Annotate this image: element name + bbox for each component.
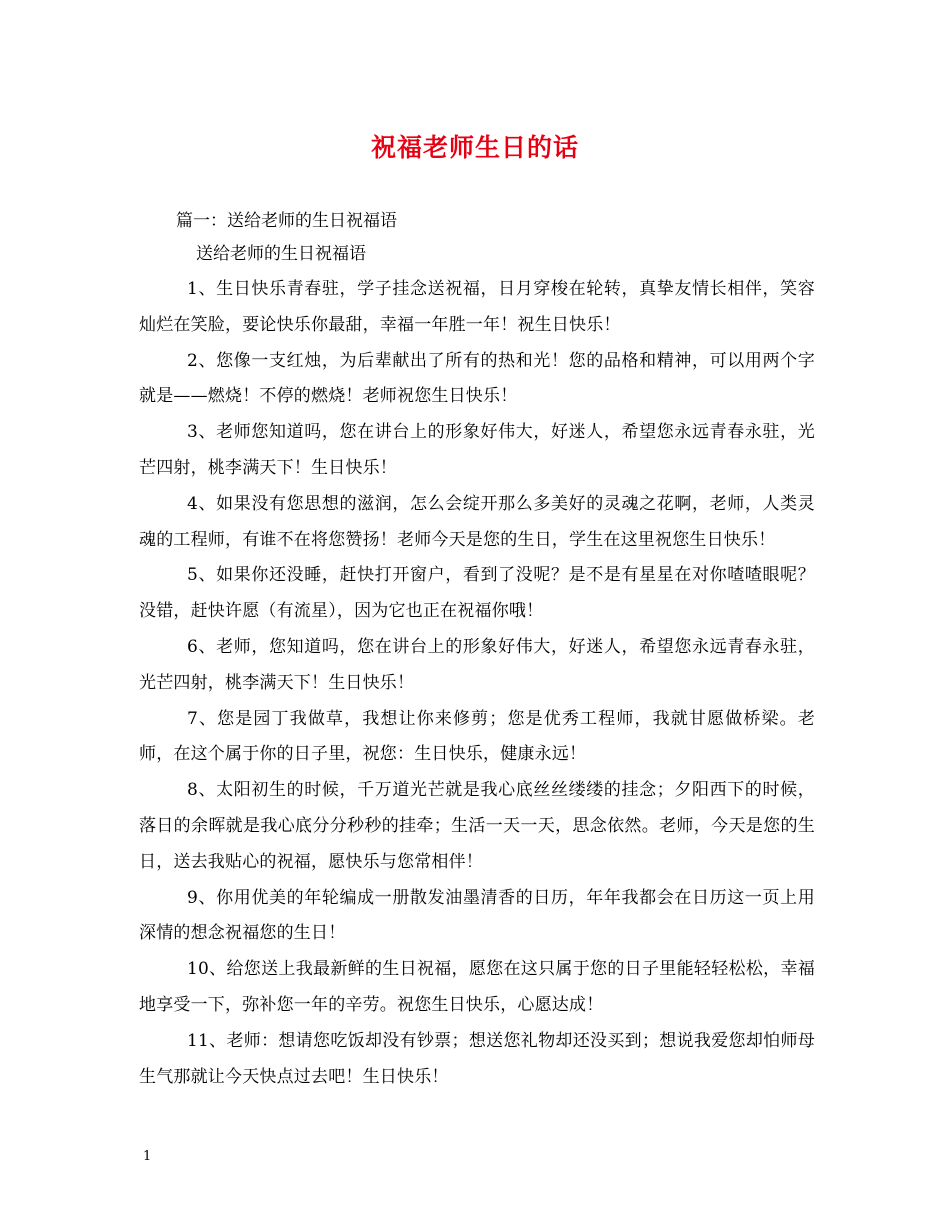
sub-heading: 送给老师的生日祝福语: [196, 244, 366, 264]
page-number: 1: [143, 1149, 152, 1164]
section-heading: 篇一：送给老师的生日祝福语: [176, 211, 397, 231]
paragraph: 5、如果你还没睡，赶快打开窗户，看到了没呢？是不是有星星在对你喳喳眼呢？没错，赶快许愿（有流星），因为它也正在祝福你哦！: [139, 565, 815, 622]
document-title: 祝福老师生日的话: [370, 133, 579, 162]
paragraph: 6、老师，您知道吗，您在讲台上的形象好伟大，好迷人，希望您永远青春永驻，光芒四射，桃李满天下！生日快乐！: [139, 636, 815, 693]
paragraph: 3、老师您知道吗，您在讲台上的形象好伟大，好迷人，希望您永远青春永驻，光芒四射，桃李满天下！生日快乐！: [139, 422, 815, 478]
body-text: [139, 272, 815, 1095]
paragraph: 8、太阳初生的时候，千万道光芒就是我心底丝丝缕缕的挂念；夕阳西下的时候，落日的余晖就是我心底分分秒秒的挂牵；生活一天一天，思念依然。老师，今天是您的生日，送去我贴心的祝福，愿快乐与您常相伴！: [139, 780, 815, 872]
paragraph: 4、如果没有您思想的滋润，怎么会绽开那么多美好的灵魂之花啊，老师，人类灵魂的工程师，有谁不在将您赞扬！老师今天是您的生日，学生在这里祝您生日快乐！: [139, 493, 815, 550]
paragraph: 1、生日快乐青春驻，学子挂念送祝福，日月穿梭在轮转，真挚友情长相伴，笑容灿烂在笑脸，要论快乐你最甜，幸福一年胜一年！祝生日快乐！: [139, 279, 815, 335]
paragraph: 11、老师：想请您吃饭却没有钞票；想送您礼物却还没买到；想说我爱您却怕师母生气那就让今天快点过去吧！生日快乐！: [139, 1030, 815, 1087]
paragraph: 9、你用优美的年轮编成一册散发油墨清香的日历，年年我都会在日历这一页上用深情的想念祝福您的生日！: [139, 887, 815, 944]
paragraph: 2、您像一支红烛，为后辈献出了所有的热和光！您的品格和精神，可以用两个字就是——燃烧！不停的燃烧！老师祝您生日快乐！: [139, 350, 815, 407]
paragraph: 7、您是园丁我做草，我想让你来修剪；您是优秀工程师，我就甘愿做桥梁。老师，在这个属于你的日子里，祝您：生日快乐，健康永远！: [139, 708, 815, 765]
paragraph: 10、给您送上我最新鲜的生日祝福，愿您在这只属于您的日子里能轻轻松松，幸福地享受一下，弥补您一年的辛劳。祝您生日快乐，心愿达成！: [139, 959, 815, 1015]
